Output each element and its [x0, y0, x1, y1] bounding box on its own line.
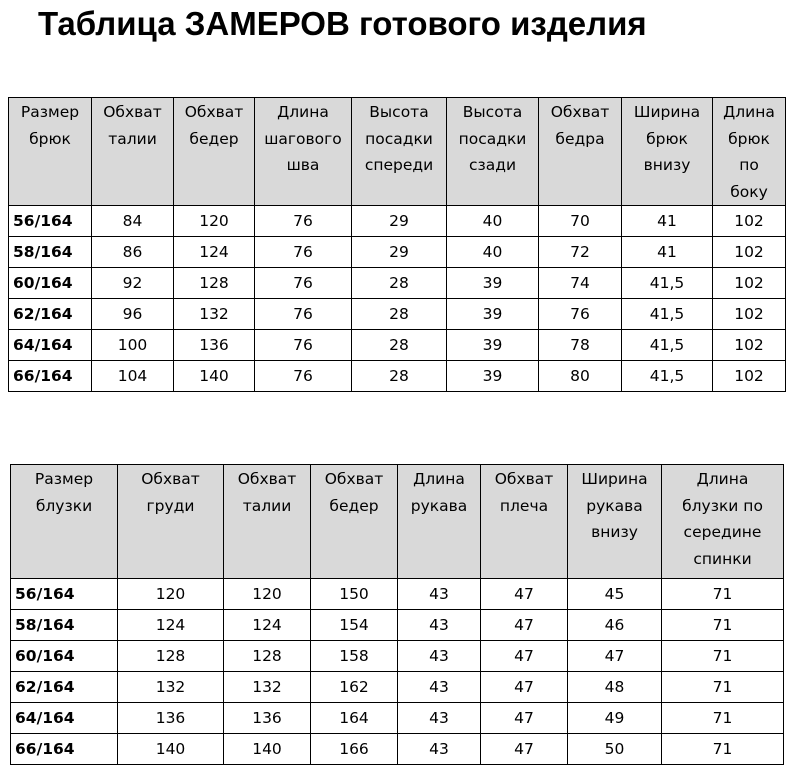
value-cell: 76	[255, 299, 352, 330]
size-cell: 64/164	[9, 330, 92, 361]
value-cell: 29	[352, 237, 447, 268]
value-cell: 158	[311, 641, 398, 672]
value-cell: 120	[224, 579, 311, 610]
value-cell: 46	[568, 610, 662, 641]
value-cell: 39	[447, 268, 539, 299]
value-cell: 41	[622, 206, 713, 237]
table-row	[9, 206, 786, 237]
value-cell: 29	[352, 206, 447, 237]
header-cell: Ширина брюк внизу	[622, 98, 713, 206]
value-cell: 39	[447, 361, 539, 392]
value-cell: 47	[481, 734, 568, 765]
header-cell: Обхват талии	[224, 465, 311, 579]
header-cell: Обхват бедер	[311, 465, 398, 579]
value-cell: 84	[92, 206, 174, 237]
value-cell: 120	[174, 206, 255, 237]
size-cell: 58/164	[9, 237, 92, 268]
value-cell: 71	[662, 672, 784, 703]
value-cell: 71	[662, 579, 784, 610]
value-cell: 136	[118, 703, 224, 734]
table-row	[11, 610, 784, 641]
header-cell: Длина шагового шва	[255, 98, 352, 206]
value-cell: 162	[311, 672, 398, 703]
header-cell: Длина рукава	[398, 465, 481, 579]
value-cell: 102	[713, 330, 786, 361]
value-cell: 166	[311, 734, 398, 765]
value-cell: 71	[662, 734, 784, 765]
table-row	[11, 641, 784, 672]
value-cell: 76	[255, 206, 352, 237]
table-row	[9, 299, 786, 330]
value-cell: 40	[447, 237, 539, 268]
header-cell: Обхват груди	[118, 465, 224, 579]
value-cell: 132	[118, 672, 224, 703]
header-cell: Высота посадки сзади	[447, 98, 539, 206]
value-cell: 72	[539, 237, 622, 268]
trousers-measurements-table	[8, 97, 786, 392]
value-cell: 71	[662, 703, 784, 734]
value-cell: 45	[568, 579, 662, 610]
value-cell: 132	[174, 299, 255, 330]
value-cell: 76	[255, 268, 352, 299]
value-cell: 136	[174, 330, 255, 361]
header-cell: Обхват бедер	[174, 98, 255, 206]
size-cell: 66/164	[9, 361, 92, 392]
value-cell: 28	[352, 361, 447, 392]
trousers-table-body	[9, 206, 786, 392]
value-cell: 132	[224, 672, 311, 703]
value-cell: 41	[622, 237, 713, 268]
value-cell: 41,5	[622, 330, 713, 361]
value-cell: 47	[481, 610, 568, 641]
value-cell: 86	[92, 237, 174, 268]
value-cell: 78	[539, 330, 622, 361]
value-cell: 41,5	[622, 361, 713, 392]
page-title: Таблица ЗАМЕРОВ готового изделия	[38, 5, 647, 42]
table-row	[9, 330, 786, 361]
table-row	[9, 237, 786, 268]
value-cell: 43	[398, 579, 481, 610]
value-cell: 102	[713, 268, 786, 299]
value-cell: 102	[713, 206, 786, 237]
value-cell: 47	[481, 579, 568, 610]
size-cell: 64/164	[11, 703, 118, 734]
value-cell: 100	[92, 330, 174, 361]
value-cell: 150	[311, 579, 398, 610]
value-cell: 96	[92, 299, 174, 330]
table-row	[11, 672, 784, 703]
table-row	[9, 361, 786, 392]
header-cell: Длина блузки по середине спинки	[662, 465, 784, 579]
value-cell: 43	[398, 734, 481, 765]
header-cell: Ширина рукава внизу	[568, 465, 662, 579]
value-cell: 128	[224, 641, 311, 672]
value-cell: 80	[539, 361, 622, 392]
table-row	[11, 579, 784, 610]
value-cell: 71	[662, 641, 784, 672]
value-cell: 28	[352, 299, 447, 330]
value-cell: 124	[224, 610, 311, 641]
value-cell: 48	[568, 672, 662, 703]
size-cell: 56/164	[11, 579, 118, 610]
value-cell: 43	[398, 641, 481, 672]
size-cell: 62/164	[11, 672, 118, 703]
header-cell: Обхват плеча	[481, 465, 568, 579]
value-cell: 120	[118, 579, 224, 610]
value-cell: 28	[352, 268, 447, 299]
header-cell: Высота посадки спереди	[352, 98, 447, 206]
value-cell: 43	[398, 672, 481, 703]
size-cell: 66/164	[11, 734, 118, 765]
value-cell: 140	[118, 734, 224, 765]
value-cell: 164	[311, 703, 398, 734]
table-header-row	[11, 465, 784, 579]
value-cell: 74	[539, 268, 622, 299]
size-cell: 62/164	[9, 299, 92, 330]
size-cell: 58/164	[11, 610, 118, 641]
value-cell: 92	[92, 268, 174, 299]
header-cell: Размер блузки	[11, 465, 118, 579]
header-cell: Обхват талии	[92, 98, 174, 206]
table-row	[11, 734, 784, 765]
value-cell: 102	[713, 299, 786, 330]
value-cell: 39	[447, 330, 539, 361]
value-cell: 104	[92, 361, 174, 392]
header-cell: Размер брюк	[9, 98, 92, 206]
value-cell: 128	[118, 641, 224, 672]
value-cell: 102	[713, 361, 786, 392]
value-cell: 49	[568, 703, 662, 734]
value-cell: 41,5	[622, 268, 713, 299]
value-cell: 76	[255, 237, 352, 268]
value-cell: 50	[568, 734, 662, 765]
value-cell: 47	[481, 672, 568, 703]
size-cell: 56/164	[9, 206, 92, 237]
value-cell: 41,5	[622, 299, 713, 330]
value-cell: 140	[174, 361, 255, 392]
value-cell: 102	[713, 237, 786, 268]
value-cell: 154	[311, 610, 398, 641]
value-cell: 76	[255, 361, 352, 392]
blouse-measurements-table	[10, 464, 784, 765]
value-cell: 140	[224, 734, 311, 765]
header-cell: Обхват бедра	[539, 98, 622, 206]
table-row	[11, 703, 784, 734]
value-cell: 128	[174, 268, 255, 299]
value-cell: 124	[174, 237, 255, 268]
value-cell: 47	[481, 703, 568, 734]
value-cell: 43	[398, 610, 481, 641]
value-cell: 76	[539, 299, 622, 330]
value-cell: 124	[118, 610, 224, 641]
size-cell: 60/164	[11, 641, 118, 672]
value-cell: 39	[447, 299, 539, 330]
value-cell: 47	[568, 641, 662, 672]
value-cell: 40	[447, 206, 539, 237]
value-cell: 28	[352, 330, 447, 361]
blouse-table-body	[11, 579, 784, 765]
table-header-row	[9, 98, 786, 206]
value-cell: 70	[539, 206, 622, 237]
value-cell: 71	[662, 610, 784, 641]
header-cell: Длина брюк по боку	[713, 98, 786, 206]
table-row	[9, 268, 786, 299]
value-cell: 136	[224, 703, 311, 734]
value-cell: 47	[481, 641, 568, 672]
size-cell: 60/164	[9, 268, 92, 299]
value-cell: 76	[255, 330, 352, 361]
value-cell: 43	[398, 703, 481, 734]
